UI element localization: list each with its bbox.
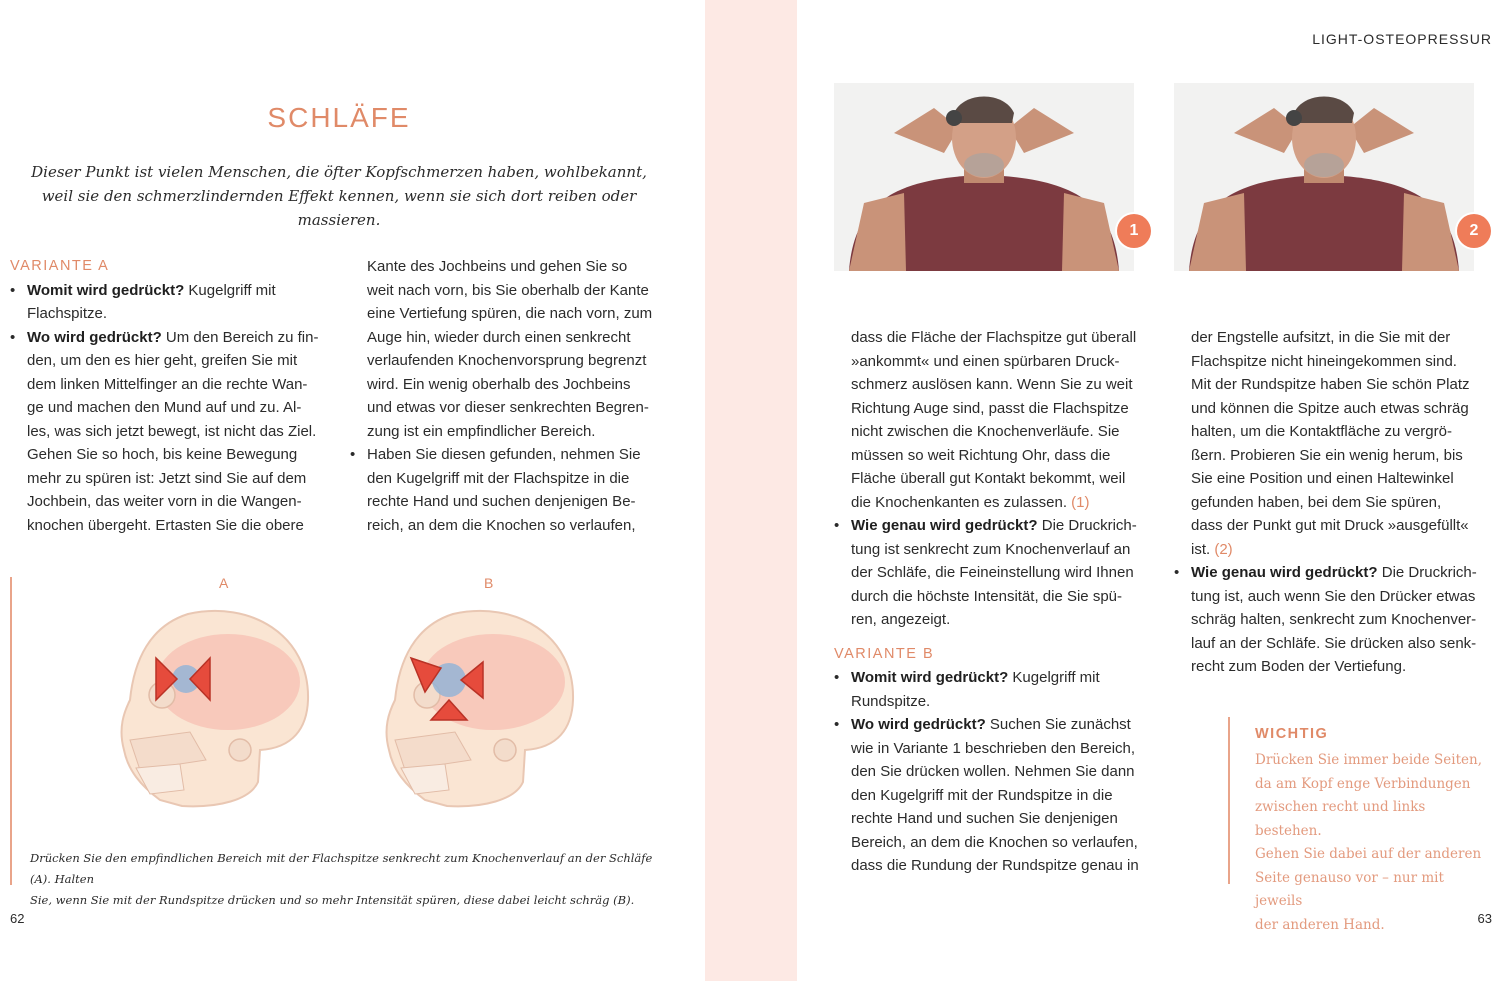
bullet-question: Wie genau wird gedrückt?	[1191, 564, 1378, 581]
note-box-text: Drücken Sie immer beide Seiten, da am Kopf enge Verbindungen zwischen recht und links bestehen. Gehen Sie dabei auf der anderen Seite genauso vor – nur mit jeweils der anderen Hand.	[1255, 752, 1483, 933]
page-number-left: 62	[10, 911, 25, 926]
continued-text: Kante des Jochbeins und gehen Sie so weit nach vorn, bis Sie oberhalb der Kante eine Vertiefung spüren, die nach vorn, zum Auge hin, wieder durch einen senkrecht verlaufenden Knochenvorsprung begrenzt wird. Ein wenig oberhalb des Jochbeins und etwas vor dieser senkrechten Begren- zung ist ein empfindlicher Bereich.	[367, 258, 653, 440]
photo-badge-1: 1	[1117, 214, 1151, 248]
note-box-title: WICHTIG	[1255, 726, 1329, 742]
bullet-question: Wo wird gedrückt?	[27, 328, 162, 346]
page-number-right: 63	[1477, 911, 1492, 926]
intro-line: weil sie den schmerzlindernden Effekt kennen, wenn sie sich dort reiben oder massieren.	[41, 187, 637, 229]
figure-label-b: B	[484, 575, 494, 591]
text-column-4	[1174, 326, 1494, 679]
photo-reference-2: (2)	[1214, 540, 1233, 558]
bullet-item: • Wo wird gedrückt? Um den Bereich zu fin- den, um den es hier geht, greifen Sie mit dem linken Mittelfinger an die rechte Wan- ge und machen den Mund auf und zu. Al- les, was sich jetzt bewegt, ist nicht das Ziel. Gehen Sie so hoch, bis keine Bewegung mehr zu spüren ist: Jetzt sind Sie auf dem Jochbein, das weiter vorn in die Wangen- knochen übergeht. Ertasten Sie die obere	[10, 326, 340, 538]
figure-rule	[10, 577, 12, 885]
bullet-item: • Haben Sie diesen gefunden, nehmen Sie den Kugelgriff mit der Flachspitze in die rechte Hand und suchen denjenigen Be- reich, an dem die Knochen so verlaufen,	[350, 443, 680, 537]
figure-caption: Drücken Sie den empfindlichen Bereich mit der Flachspitze senkrecht zum Knochenverlauf an der Schläfe (A). Halten Sie, wenn Sie mit der Rundspitze drücken und so mehr Intensität spüren, diese dabei leicht schräg (B).	[30, 851, 653, 907]
person-photo	[1174, 83, 1474, 271]
text-column-1	[10, 255, 340, 537]
photo-variant-a	[834, 83, 1134, 271]
running-head: LIGHT-OSTEOPRESSUR	[1312, 31, 1492, 47]
intro-line: Dieser Punkt ist vielen Menschen, die öfter Kopfschmerzen haben, wohlbekannt,	[31, 163, 647, 181]
bullet-item: • Wie genau wird gedrückt? Die Druckrich- tung ist senkrecht zum Knochenverlauf an der Schläfe, die Feineinstellung wird Ihnen durch die höchste Intensität, die Sie spü- ren, angezeigt.	[834, 514, 1164, 632]
continued-text: der Engstelle aufsitzt, in die Sie mit der Flachspitze nicht hineingekommen sind. Mit der Rundspitze haben Sie schön Platz und können die Spitze auch etwas schräg halten, um die Kontaktfläche zu vergrö- ßern. Probieren Sie ein wenig herum, bis Sie eine Position und einen Haltewinkel gefunden haben, bei dem Sie spüren, dass der Punkt gut mit Druck »ausgefüllt« ist. (2)	[1191, 329, 1470, 558]
intro-text	[10, 160, 668, 232]
page-title: SCHLÄFE	[267, 102, 411, 133]
variant-b-heading: VARIANTE B	[834, 645, 935, 662]
bullet-question: Wie genau wird gedrückt?	[851, 517, 1038, 534]
variant-a-heading: VARIANTE A	[10, 258, 110, 274]
photo-reference-1: (1)	[1071, 493, 1090, 511]
bullet-item: • Womit wird gedrückt? Kugelgriff mit Flachspitze.	[10, 279, 340, 326]
bullet-item: • Womit wird gedrückt? Kugelgriff mit Rundspitze.	[834, 666, 1164, 713]
page-gutter	[705, 0, 797, 981]
bullet-question: Womit wird gedrückt?	[27, 281, 185, 299]
continued-text: dass die Fläche der Flachspitze gut überall »ankommt« und einen spürbaren Druck- schmerz auslösen kann. Wenn Sie zu weit Richtung Auge sind, passt die Flachspitze nicht zwischen die Knochenverläufe. Sie müssen so weit Richtung Ohr, dass die Fläche überall gut Kontakt bekommt, weil die Knochenkanten es zulassen. (1)	[851, 329, 1137, 511]
skull-illustration-a	[110, 600, 320, 815]
photo-variant-b	[1174, 83, 1474, 271]
photo-badge-2: 2	[1457, 214, 1491, 248]
skull-illustration-b	[375, 600, 585, 815]
text-column-3	[834, 326, 1164, 878]
bullet-question: Womit wird gedrückt?	[851, 669, 1009, 686]
bullet-item: • Wie genau wird gedrückt? Die Druckrich- tung ist, auch wenn Sie den Drücker etwas schräg halten, senkrecht zum Knochenver- lauf an der Schläfe. Sie drücken also senk- recht zum Boden der Vertiefung.	[1174, 561, 1494, 679]
note-box-rule	[1228, 717, 1230, 884]
figure-label-a: A	[219, 575, 229, 591]
person-photo	[834, 83, 1134, 271]
bullet-question: Wo wird gedrückt?	[851, 716, 986, 733]
text-column-2	[350, 255, 680, 537]
bullet-item: • Wo wird gedrückt? Suchen Sie zunächst wie in Variante 1 beschrieben den Bereich, den Sie drücken wollen. Nehmen Sie dann den Kugelgriff mit der Rundspitze in die rechte Hand und suchen Sie denjenigen Bereich, an dem die Knochen so verlaufen, dass die Rundung der Rundspitze genau in	[834, 713, 1164, 878]
